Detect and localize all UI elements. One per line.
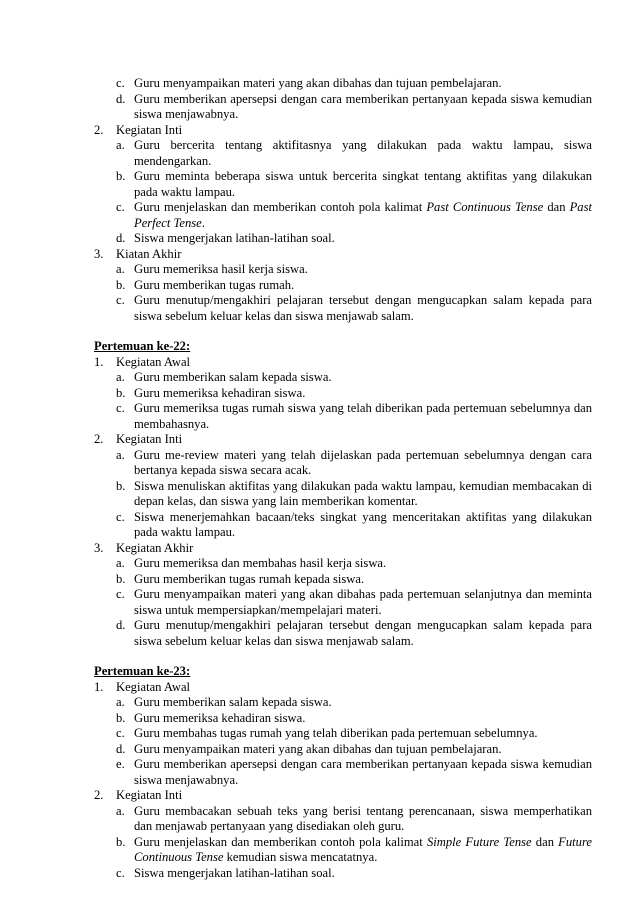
item-text: Siswa menerjemahkan bacaan/teks singkat yang menceritakan aktifitas yang dilakukan pada waktu lampau. <box>134 509 592 539</box>
section-number: 2. <box>94 122 104 137</box>
list-item <box>116 401 592 432</box>
section-label: Kegiatan Awal <box>116 679 191 694</box>
item-text <box>134 835 592 866</box>
item-text: Guru memberikan apersepsi dengan cara memberikan pertanyaan kepada siswa kemudian siswa menjawabnya. <box>134 757 592 787</box>
item-text: Guru memeriksa kehadiran siswa. <box>134 385 306 400</box>
item-marker: c. <box>116 76 125 90</box>
item-text: Guru memeriksa dan membahas hasil kerja siswa. <box>134 556 387 570</box>
list-item <box>116 386 592 402</box>
list-item <box>116 262 592 278</box>
item-text <box>134 200 592 231</box>
list-item <box>116 231 592 247</box>
section-number: 2. <box>94 788 104 802</box>
item-text: Guru memeriksa hasil kerja siswa. <box>134 262 308 276</box>
tense-name: Simple Future Tense <box>426 834 532 849</box>
list-item <box>116 757 592 788</box>
item-marker: a. <box>116 138 125 152</box>
tense-name: Past Continuous Tense <box>426 200 544 214</box>
item-text: Guru memeriksa tugas rumah siswa yang telah diberikan pada pertemuan sebelumnya dan membahasnya. <box>134 401 592 431</box>
list-item <box>116 278 592 294</box>
item-text: Guru me-review materi yang telah dijelaskan pada pertemuan sebelumnya dengan cara bertanya kepada siswa secara acak. <box>134 447 592 477</box>
list-item <box>116 92 592 123</box>
item-text: Guru memberikan tugas rumah. <box>134 277 295 292</box>
list-item <box>116 76 592 92</box>
list-item <box>116 711 592 727</box>
list-item <box>116 556 592 572</box>
item-marker: a. <box>116 262 125 276</box>
item-marker: c. <box>116 293 125 307</box>
item-text: Guru menyampaikan materi yang akan dibahas dan tujuan pembelajaran. <box>134 76 502 90</box>
item-marker: d. <box>116 91 126 106</box>
item-text: Siswa mengerjakan latihan-latihan soal. <box>134 231 335 245</box>
list-item <box>116 448 592 479</box>
section-label: Kegiatan Inti <box>116 122 183 137</box>
item-marker: a. <box>116 447 125 462</box>
list-item <box>116 510 592 541</box>
document-page <box>94 76 592 881</box>
list-item <box>116 618 592 649</box>
item-text: Guru membacakan sebuah teks yang berisi tentang perencanaan, siswa memperhatikan dan menjawab pertanyaan yang disediakan oleh guru. <box>134 803 592 833</box>
tense-name: Past Perfect Tense <box>134 200 592 230</box>
item-marker: b. <box>116 834 126 849</box>
item-marker: b. <box>116 571 126 586</box>
text-run: dan <box>543 200 570 214</box>
item-marker: b. <box>116 478 126 493</box>
section-title <box>94 247 592 263</box>
meeting-heading: Pertemuan ke-22: <box>94 339 191 353</box>
section-label: Kiatan Akhir <box>116 246 182 261</box>
tense-name: Future Continuous Tense <box>134 834 592 864</box>
list-item <box>116 695 592 711</box>
item-marker: b. <box>116 169 126 183</box>
meeting-heading: Pertemuan ke-23: <box>94 664 191 678</box>
section-title <box>94 355 592 371</box>
item-marker: e. <box>116 757 125 771</box>
list-item <box>116 742 592 758</box>
item-marker: b. <box>116 385 126 400</box>
section-title <box>94 788 592 804</box>
list-item <box>116 835 592 866</box>
list-item <box>116 138 592 169</box>
item-text: Guru menyampaikan materi yang akan dibahas dan tujuan pembelajaran. <box>134 741 502 756</box>
section-title <box>94 432 592 448</box>
list-item <box>116 804 592 835</box>
item-text: Guru meminta beberapa siswa untuk bercerita singkat tentang aktifitas yang dilakukan pada waktu lampau. <box>134 169 592 199</box>
item-marker: a. <box>116 695 125 709</box>
section-number: 3. <box>94 540 104 555</box>
item-marker: c. <box>116 587 125 601</box>
item-text: Guru memberikan salam kepada siswa. <box>134 370 332 384</box>
text-run: . <box>201 215 205 230</box>
item-text: Guru memberikan tugas rumah kepada siswa. <box>134 571 365 586</box>
item-marker: d. <box>116 618 126 632</box>
item-text: Guru bercerita tentang aktifitasnya yang dilakukan pada waktu lampau, siswa mendengarkan. <box>134 138 592 168</box>
item-marker: d. <box>116 231 126 245</box>
item-text: Guru memberikan apersepsi dengan cara memberikan pertanyaan kepada siswa kemudian siswa menjawabnya. <box>134 91 592 121</box>
item-marker: c. <box>116 865 125 880</box>
item-marker: c. <box>116 401 125 415</box>
section-number: 1. <box>94 354 104 369</box>
item-text: Guru memberikan salam kepada siswa. <box>134 695 332 709</box>
list-item <box>116 866 592 882</box>
item-text: Siswa mengerjakan latihan-latihan soal. <box>134 865 335 880</box>
item-text: Guru menutup/mengakhiri pelajaran tersebut dengan mengucapkan salam kepada para siswa sebelum keluar kelas dan siswa menjawab salam. <box>134 618 592 648</box>
list-item <box>116 479 592 510</box>
list-item <box>116 726 592 742</box>
item-marker: a. <box>116 803 125 818</box>
text-run: Guru menjelaskan dan memberikan contoh pola kalimat <box>134 200 427 214</box>
section-title <box>94 541 592 557</box>
item-marker: a. <box>116 370 125 384</box>
section-label: Kegiatan Akhir <box>116 540 194 555</box>
item-marker: b. <box>116 710 126 725</box>
item-text: Guru menyampaikan materi yang akan dibahas pada pertemuan selanjutnya dan meminta siswa untuk mempersiapkan/mempelajari materi. <box>134 587 592 617</box>
text-run: Guru menjelaskan dan memberikan contoh pola kalimat <box>134 834 427 849</box>
list-item <box>116 370 592 386</box>
section-label: Kegiatan Inti <box>116 788 183 802</box>
item-marker: d. <box>116 741 126 756</box>
item-text: Guru membahas tugas rumah yang telah diberikan pada pertemuan sebelumnya. <box>134 726 538 740</box>
section-title <box>94 123 592 139</box>
item-text: Guru memeriksa kehadiran siswa. <box>134 710 306 725</box>
list-item <box>116 200 592 231</box>
section-label: Kegiatan Awal <box>116 354 191 369</box>
item-marker: b. <box>116 277 126 292</box>
list-item <box>116 587 592 618</box>
item-text: Guru menutup/mengakhiri pelajaran tersebut dengan mengucapkan salam kepada para siswa sebelum keluar kelas dan siswa menjawab salam. <box>134 293 592 323</box>
section-label: Kegiatan Inti <box>116 432 183 446</box>
list-item <box>116 293 592 324</box>
section-number: 3. <box>94 246 104 261</box>
text-run: dan <box>531 834 559 849</box>
item-marker: a. <box>116 556 125 570</box>
item-text: Siswa menuliskan aktifitas yang dilakukan pada waktu lampau, kemudian membacakan di depan kelas, dan siswa yang lain memberikan komentar. <box>134 478 592 508</box>
item-marker: c. <box>116 726 125 740</box>
text-run: kemudian siswa mencatatnya. <box>223 850 378 864</box>
list-item <box>116 169 592 200</box>
list-item <box>116 572 592 588</box>
section-number: 1. <box>94 679 104 694</box>
section-title <box>94 680 592 696</box>
item-marker: c. <box>116 509 125 524</box>
section-number: 2. <box>94 432 104 446</box>
item-marker: c. <box>116 200 125 214</box>
